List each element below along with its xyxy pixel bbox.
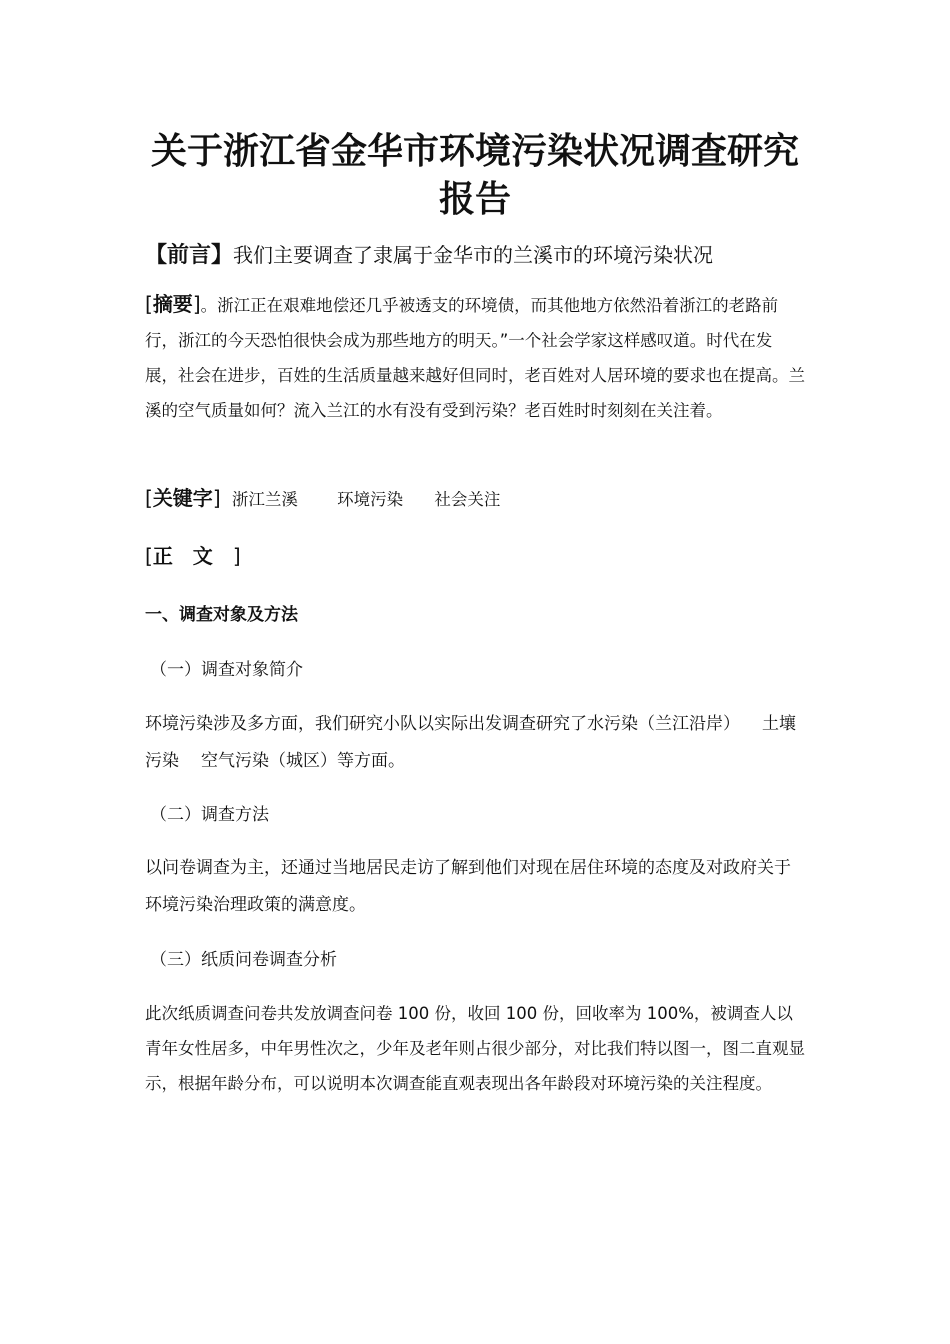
paragraph-1-part-2: 土壤污染 xyxy=(145,714,796,771)
abstract-close: ] xyxy=(192,292,201,316)
abstract-tag: 摘要 xyxy=(152,292,193,316)
preface-close: 】 xyxy=(211,243,234,268)
keyword-item: 浙江兰溪 xyxy=(231,490,298,509)
abstract-open: [ xyxy=(145,292,153,316)
paragraph-3: 此次纸质调查问卷共发放调查问卷 100 份，收回 100 份，回收率为 100%，被调查人以青年女性居多，中年男性次之，少年及老年则占很少部分，对比我们特以图一，图二直观显示，根据年龄分布，可以说明本次调查能直观表现出各年龄段对环境污染的关注程度。 xyxy=(145,1004,805,1093)
body-heading xyxy=(145,540,805,572)
body-heading-close: ] xyxy=(232,544,241,568)
preface xyxy=(145,238,805,273)
subsection-heading-3: （三）纸质问卷调查分析 xyxy=(150,950,337,970)
paragraph-1-part-1: 环境污染涉及多方面，我们研究小队以实际出发调查研究了水污染（兰江沿岸） xyxy=(145,714,740,734)
preface-tag: 前言 xyxy=(167,243,212,268)
subsection-heading-2: （二）调查方法 xyxy=(150,805,269,825)
keyword-item: 社会关注 xyxy=(434,490,501,509)
section-heading-1: 一、调查对象及方法 xyxy=(145,605,298,625)
keywords-open: [ xyxy=(145,486,153,510)
keywords-close: ] xyxy=(212,486,221,510)
document-title xyxy=(0,128,950,224)
body-heading-tag: 正文 xyxy=(152,544,233,568)
keyword-item: 环境污染 xyxy=(337,490,404,509)
paragraph-1 xyxy=(145,706,805,780)
subsection-heading-1: （一）调查对象简介 xyxy=(150,660,303,680)
paragraph-1-part-3: 空气污染（城区）等方面。 xyxy=(201,751,405,771)
abstract-text: 。浙江正在艰难地偿还几乎被透支的环境债，而其他地方依然沿着浙江的老路前行，浙江的今天恐怕很快会成为那些地方的明天。”一个社会学家这样感叹道。时代在发展，社会在进步，百姓的生活质量越来越好但同时，老百姓对人居环境的要求也在提高。兰溪的空气质量如何？流入兰江的水有没有受到污染？老百姓时时刻刻在关注着。 xyxy=(145,296,805,420)
title-line-1: 关于浙江省金华市环境污染状况调查研究 xyxy=(150,131,799,172)
body-heading-open: [ xyxy=(145,544,153,568)
preface-text: 我们主要调查了隶属于金华市的兰溪市的环境污染状况 xyxy=(233,243,714,267)
title-line-2: 报告 xyxy=(438,179,511,220)
preface-open: 【 xyxy=(145,243,168,268)
keywords-tag: 关键字 xyxy=(152,486,213,510)
keywords xyxy=(145,482,805,516)
abstract xyxy=(145,287,805,428)
paragraph-2: 以问卷调查为主，还通过当地居民走访了解到他们对现在居住环境的态度及对政府关于环境污染治理政策的满意度。 xyxy=(145,858,791,915)
